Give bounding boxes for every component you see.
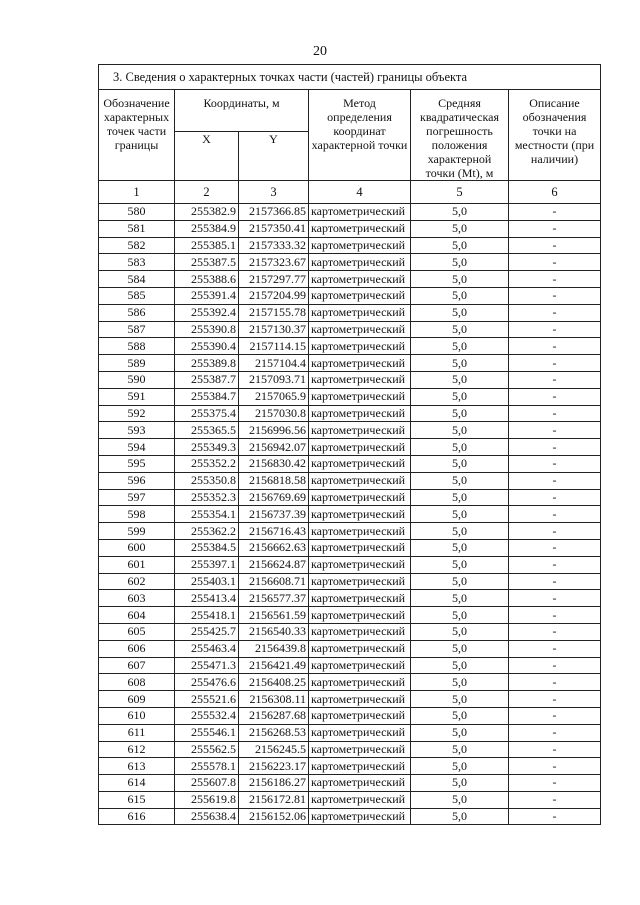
error-cell: 5,0: [411, 204, 509, 221]
description-cell: -: [509, 758, 601, 775]
coordinate-x-cell: 255365.5: [175, 422, 239, 439]
error-cell: 5,0: [411, 707, 509, 724]
point-number-cell: 611: [99, 724, 175, 741]
description-cell: -: [509, 623, 601, 640]
table-row: [99, 506, 601, 523]
description-cell: -: [509, 691, 601, 708]
point-number-cell: 587: [99, 321, 175, 338]
table-row: [99, 724, 601, 741]
description-cell: -: [509, 304, 601, 321]
table-row: [99, 657, 601, 674]
coordinate-x-cell: 255607.8: [175, 775, 239, 792]
coordinate-y-cell: 2156268.53: [239, 724, 309, 741]
description-cell: -: [509, 254, 601, 271]
table-row: [99, 808, 601, 825]
header-error: Средняя квадратическая погрешность положения характерной точки (Mt), м: [411, 90, 509, 181]
header-coordinates: Координаты, м: [175, 90, 309, 132]
point-number-cell: 597: [99, 489, 175, 506]
coordinate-x-cell: 255375.4: [175, 405, 239, 422]
coordinate-x-cell: 255546.1: [175, 724, 239, 741]
coordinate-x-cell: 255392.4: [175, 304, 239, 321]
coordinate-y-cell: 2157297.77: [239, 271, 309, 288]
point-number-cell: 596: [99, 472, 175, 489]
point-number-cell: 586: [99, 304, 175, 321]
point-number-cell: 581: [99, 220, 175, 237]
error-cell: 5,0: [411, 472, 509, 489]
coordinate-y-cell: 2156223.17: [239, 758, 309, 775]
column-number: 3: [239, 181, 309, 204]
error-cell: 5,0: [411, 338, 509, 355]
table-row: [99, 691, 601, 708]
error-cell: 5,0: [411, 405, 509, 422]
point-number-cell: 593: [99, 422, 175, 439]
point-number-cell: 613: [99, 758, 175, 775]
description-cell: -: [509, 808, 601, 825]
method-cell: картометрический: [309, 808, 411, 825]
coordinate-x-cell: 255425.7: [175, 623, 239, 640]
method-cell: картометрический: [309, 204, 411, 221]
error-cell: 5,0: [411, 741, 509, 758]
error-cell: 5,0: [411, 506, 509, 523]
coordinate-x-cell: 255362.2: [175, 523, 239, 540]
coordinate-x-cell: 255384.9: [175, 220, 239, 237]
method-cell: картометрический: [309, 355, 411, 372]
table-row: [99, 405, 601, 422]
error-cell: 5,0: [411, 237, 509, 254]
point-number-cell: 582: [99, 237, 175, 254]
coordinate-y-cell: 2157093.71: [239, 371, 309, 388]
coordinate-x-cell: 255476.6: [175, 674, 239, 691]
error-cell: 5,0: [411, 691, 509, 708]
coordinate-y-cell: 2156716.43: [239, 523, 309, 540]
table-row: [99, 220, 601, 237]
boundary-points-table: [98, 64, 601, 825]
coordinate-y-cell: 2157350.41: [239, 220, 309, 237]
error-cell: 5,0: [411, 489, 509, 506]
coordinate-y-cell: 2157204.99: [239, 287, 309, 304]
table-row: [99, 287, 601, 304]
error-cell: 5,0: [411, 758, 509, 775]
table-row: [99, 741, 601, 758]
description-cell: -: [509, 674, 601, 691]
coordinate-y-cell: 2156408.25: [239, 674, 309, 691]
description-cell: -: [509, 355, 601, 372]
coordinate-y-cell: 2156577.37: [239, 590, 309, 607]
table-row: [99, 523, 601, 540]
method-cell: картометрический: [309, 775, 411, 792]
table-row: [99, 573, 601, 590]
description-cell: -: [509, 791, 601, 808]
point-number-cell: 585: [99, 287, 175, 304]
coordinate-y-cell: 2156540.33: [239, 623, 309, 640]
table-row: [99, 758, 601, 775]
method-cell: картометрический: [309, 388, 411, 405]
table-row: [99, 237, 601, 254]
point-number-cell: 590: [99, 371, 175, 388]
method-cell: картометрический: [309, 489, 411, 506]
error-cell: 5,0: [411, 808, 509, 825]
error-cell: 5,0: [411, 556, 509, 573]
point-number-cell: 583: [99, 254, 175, 271]
method-cell: картометрический: [309, 607, 411, 624]
description-cell: -: [509, 287, 601, 304]
error-cell: 5,0: [411, 455, 509, 472]
description-cell: -: [509, 321, 601, 338]
table-row: [99, 355, 601, 372]
error-cell: 5,0: [411, 640, 509, 657]
method-cell: картометрический: [309, 455, 411, 472]
method-cell: картометрический: [309, 506, 411, 523]
table-row: [99, 472, 601, 489]
method-cell: картометрический: [309, 556, 411, 573]
coordinate-x-cell: 255578.1: [175, 758, 239, 775]
method-cell: картометрический: [309, 623, 411, 640]
column-numbers-row: [99, 181, 601, 204]
header-y: Y: [239, 132, 309, 181]
error-cell: 5,0: [411, 607, 509, 624]
method-cell: картометрический: [309, 657, 411, 674]
method-cell: картометрический: [309, 220, 411, 237]
table-row: [99, 304, 601, 321]
description-cell: -: [509, 556, 601, 573]
coordinate-y-cell: 2157030.8: [239, 405, 309, 422]
method-cell: картометрический: [309, 573, 411, 590]
error-cell: 5,0: [411, 623, 509, 640]
table-row: [99, 371, 601, 388]
point-number-cell: 602: [99, 573, 175, 590]
method-cell: картометрический: [309, 405, 411, 422]
coordinate-y-cell: 2156439.8: [239, 640, 309, 657]
method-cell: картометрический: [309, 640, 411, 657]
coordinate-y-cell: 2156608.71: [239, 573, 309, 590]
section-title-row: [99, 65, 601, 90]
column-number: 6: [509, 181, 601, 204]
coordinate-y-cell: 2156245.5: [239, 741, 309, 758]
coordinate-y-cell: 2156996.56: [239, 422, 309, 439]
table-row: [99, 489, 601, 506]
description-cell: -: [509, 640, 601, 657]
header-method: Метод определения координат характерной точки: [309, 90, 411, 181]
coordinate-x-cell: 255349.3: [175, 439, 239, 456]
description-cell: -: [509, 657, 601, 674]
description-cell: -: [509, 775, 601, 792]
table-row: [99, 271, 601, 288]
table-row: [99, 623, 601, 640]
point-number-cell: 588: [99, 338, 175, 355]
description-cell: -: [509, 422, 601, 439]
error-cell: 5,0: [411, 254, 509, 271]
coordinate-x-cell: 255391.4: [175, 287, 239, 304]
error-cell: 5,0: [411, 523, 509, 540]
table-row: [99, 674, 601, 691]
coordinate-x-cell: 255413.4: [175, 590, 239, 607]
method-cell: картометрический: [309, 338, 411, 355]
description-cell: -: [509, 707, 601, 724]
header-row: [99, 90, 601, 132]
column-number: 4: [309, 181, 411, 204]
error-cell: 5,0: [411, 573, 509, 590]
coordinate-y-cell: 2156561.59: [239, 607, 309, 624]
coordinate-y-cell: 2157155.78: [239, 304, 309, 321]
coordinate-x-cell: 255403.1: [175, 573, 239, 590]
description-cell: -: [509, 405, 601, 422]
coordinate-x-cell: 255532.4: [175, 707, 239, 724]
error-cell: 5,0: [411, 657, 509, 674]
coordinate-x-cell: 255350.8: [175, 472, 239, 489]
error-cell: 5,0: [411, 355, 509, 372]
coordinate-x-cell: 255397.1: [175, 556, 239, 573]
coordinate-x-cell: 255418.1: [175, 607, 239, 624]
error-cell: 5,0: [411, 388, 509, 405]
table-row: [99, 556, 601, 573]
point-number-cell: 598: [99, 506, 175, 523]
coordinate-x-cell: 255387.5: [175, 254, 239, 271]
point-number-cell: 604: [99, 607, 175, 624]
coordinate-y-cell: 2157333.32: [239, 237, 309, 254]
point-number-cell: 614: [99, 775, 175, 792]
table-row: [99, 640, 601, 657]
method-cell: картометрический: [309, 674, 411, 691]
table-row: [99, 254, 601, 271]
coordinate-y-cell: 2157065.9: [239, 388, 309, 405]
method-cell: картометрический: [309, 707, 411, 724]
method-cell: картометрический: [309, 287, 411, 304]
table-row: [99, 607, 601, 624]
page-number: 20: [313, 44, 327, 59]
point-number-cell: 609: [99, 691, 175, 708]
description-cell: -: [509, 439, 601, 456]
coordinate-x-cell: 255638.4: [175, 808, 239, 825]
method-cell: картометрический: [309, 691, 411, 708]
coordinate-y-cell: 2156769.69: [239, 489, 309, 506]
error-cell: 5,0: [411, 287, 509, 304]
coordinate-y-cell: 2156287.68: [239, 707, 309, 724]
method-cell: картометрический: [309, 271, 411, 288]
method-cell: картометрический: [309, 321, 411, 338]
method-cell: картометрический: [309, 523, 411, 540]
coordinate-x-cell: 255463.4: [175, 640, 239, 657]
coordinate-x-cell: 255354.1: [175, 506, 239, 523]
point-number-cell: 592: [99, 405, 175, 422]
coordinate-x-cell: 255385.1: [175, 237, 239, 254]
point-number-cell: 605: [99, 623, 175, 640]
coordinate-x-cell: 255390.4: [175, 338, 239, 355]
description-cell: -: [509, 741, 601, 758]
table-row: [99, 422, 601, 439]
section-title: 3. Сведения о характерных точках части (частей) границы объекта: [99, 65, 601, 90]
point-number-cell: 615: [99, 791, 175, 808]
coordinate-y-cell: 2156172.81: [239, 791, 309, 808]
description-cell: -: [509, 455, 601, 472]
description-cell: -: [509, 573, 601, 590]
point-number-cell: 612: [99, 741, 175, 758]
coordinate-x-cell: 255387.7: [175, 371, 239, 388]
header-x: X: [175, 132, 239, 181]
table-row: [99, 439, 601, 456]
coordinate-x-cell: 255562.5: [175, 741, 239, 758]
coordinate-y-cell: 2157366.85: [239, 204, 309, 221]
table-row: [99, 707, 601, 724]
coordinate-x-cell: 255471.3: [175, 657, 239, 674]
column-number: 1: [99, 181, 175, 204]
column-number: 5: [411, 181, 509, 204]
coordinate-x-cell: 255390.8: [175, 321, 239, 338]
description-cell: -: [509, 388, 601, 405]
table-row: [99, 204, 601, 221]
point-number-cell: 607: [99, 657, 175, 674]
point-number-cell: 580: [99, 204, 175, 221]
error-cell: 5,0: [411, 775, 509, 792]
coordinate-y-cell: 2156830.42: [239, 455, 309, 472]
point-number-cell: 616: [99, 808, 175, 825]
coordinate-y-cell: 2156737.39: [239, 506, 309, 523]
table-row: [99, 388, 601, 405]
coordinate-y-cell: 2156421.49: [239, 657, 309, 674]
description-cell: -: [509, 590, 601, 607]
header-description: Описание обозначения точки на местности (при наличии): [509, 90, 601, 181]
coordinate-x-cell: 255384.7: [175, 388, 239, 405]
method-cell: картометрический: [309, 539, 411, 556]
error-cell: 5,0: [411, 724, 509, 741]
point-number-cell: 600: [99, 539, 175, 556]
coordinate-x-cell: 255619.8: [175, 791, 239, 808]
point-number-cell: 599: [99, 523, 175, 540]
table-row: [99, 791, 601, 808]
coordinate-x-cell: 255521.6: [175, 691, 239, 708]
method-cell: картометрический: [309, 254, 411, 271]
coordinate-x-cell: 255382.9: [175, 204, 239, 221]
table-row: [99, 338, 601, 355]
error-cell: 5,0: [411, 674, 509, 691]
coordinate-x-cell: 255389.8: [175, 355, 239, 372]
point-number-cell: 610: [99, 707, 175, 724]
error-cell: 5,0: [411, 590, 509, 607]
point-number-cell: 591: [99, 388, 175, 405]
coordinate-x-cell: 255388.6: [175, 271, 239, 288]
description-cell: -: [509, 237, 601, 254]
description-cell: -: [509, 607, 601, 624]
table-row: [99, 321, 601, 338]
coordinate-y-cell: 2156308.11: [239, 691, 309, 708]
error-cell: 5,0: [411, 271, 509, 288]
method-cell: картометрический: [309, 237, 411, 254]
error-cell: 5,0: [411, 371, 509, 388]
method-cell: картометрический: [309, 791, 411, 808]
method-cell: картометрический: [309, 422, 411, 439]
method-cell: картометрический: [309, 371, 411, 388]
coordinate-x-cell: 255384.5: [175, 539, 239, 556]
point-number-cell: 584: [99, 271, 175, 288]
error-cell: 5,0: [411, 220, 509, 237]
coordinate-y-cell: 2157114.15: [239, 338, 309, 355]
coordinate-y-cell: 2156818.58: [239, 472, 309, 489]
point-number-cell: 601: [99, 556, 175, 573]
coordinate-y-cell: 2156942.07: [239, 439, 309, 456]
method-cell: картометрический: [309, 439, 411, 456]
coordinate-y-cell: 2157323.67: [239, 254, 309, 271]
description-cell: -: [509, 724, 601, 741]
description-cell: -: [509, 489, 601, 506]
point-number-cell: 606: [99, 640, 175, 657]
coordinate-y-cell: 2157130.37: [239, 321, 309, 338]
method-cell: картометрический: [309, 472, 411, 489]
error-cell: 5,0: [411, 321, 509, 338]
point-number-cell: 589: [99, 355, 175, 372]
coordinate-x-cell: 255352.3: [175, 489, 239, 506]
coordinate-y-cell: 2157104.4: [239, 355, 309, 372]
description-cell: -: [509, 220, 601, 237]
column-number: 2: [175, 181, 239, 204]
point-number-cell: 594: [99, 439, 175, 456]
error-cell: 5,0: [411, 422, 509, 439]
description-cell: -: [509, 472, 601, 489]
description-cell: -: [509, 204, 601, 221]
coordinate-x-cell: 255352.2: [175, 455, 239, 472]
table-row: [99, 455, 601, 472]
method-cell: картометрический: [309, 304, 411, 321]
error-cell: 5,0: [411, 539, 509, 556]
point-number-cell: 595: [99, 455, 175, 472]
coordinate-y-cell: 2156662.63: [239, 539, 309, 556]
coordinate-y-cell: 2156624.87: [239, 556, 309, 573]
coordinate-y-cell: 2156186.27: [239, 775, 309, 792]
header-designation: Обозначение характерных точек части границы: [99, 90, 175, 181]
coordinate-y-cell: 2156152.06: [239, 808, 309, 825]
description-cell: -: [509, 371, 601, 388]
method-cell: картометрический: [309, 724, 411, 741]
point-number-cell: 608: [99, 674, 175, 691]
description-cell: -: [509, 523, 601, 540]
error-cell: 5,0: [411, 791, 509, 808]
description-cell: -: [509, 539, 601, 556]
description-cell: -: [509, 506, 601, 523]
table-row: [99, 775, 601, 792]
method-cell: картометрический: [309, 758, 411, 775]
error-cell: 5,0: [411, 439, 509, 456]
error-cell: 5,0: [411, 304, 509, 321]
point-number-cell: 603: [99, 590, 175, 607]
description-cell: -: [509, 338, 601, 355]
table-row: [99, 539, 601, 556]
table-row: [99, 590, 601, 607]
method-cell: картометрический: [309, 741, 411, 758]
method-cell: картометрический: [309, 590, 411, 607]
description-cell: -: [509, 271, 601, 288]
